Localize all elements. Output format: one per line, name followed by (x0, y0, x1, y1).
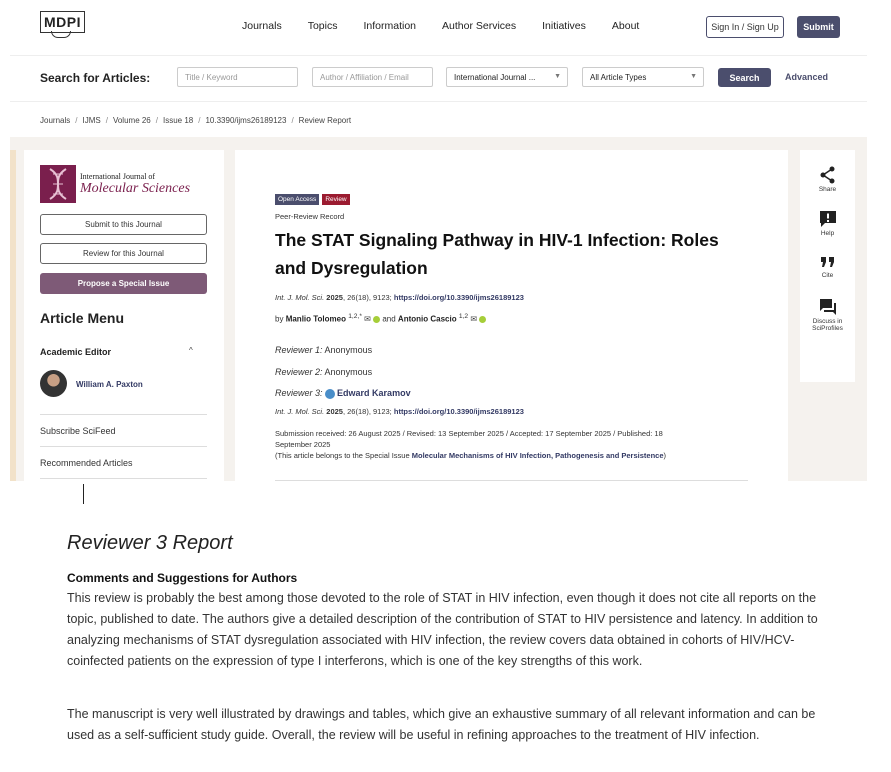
breadcrumb-separator: / (291, 116, 294, 125)
doi-link[interactable]: https://doi.org/10.3390/ijms26189123 (393, 407, 524, 416)
divider (40, 478, 207, 479)
by-label: by (275, 314, 284, 324)
left-sidebar (24, 150, 224, 481)
doi-link[interactable]: https://doi.org/10.3390/ijms26189123 (393, 293, 524, 302)
discuss-icon (819, 298, 837, 316)
advanced-search-link[interactable]: Advanced (785, 72, 829, 82)
and-label: and (382, 314, 396, 324)
article-panel (235, 150, 788, 481)
submit-button[interactable]: Submit (797, 16, 840, 38)
reviewer-2-label: Reviewer 2: (275, 367, 323, 377)
peer-review-record-label: Peer-Review Record (275, 212, 345, 221)
journal-title (80, 172, 190, 197)
reviewer-report-title: Reviewer 3 Report (67, 532, 233, 554)
journal-title-small: International Journal of (80, 171, 156, 181)
author-1[interactable]: Manlio Tolomeo (285, 314, 346, 324)
author-1-affiliation: 1,2,* (348, 313, 362, 320)
reviewer-2-value: Anonymous (324, 367, 373, 377)
citation-rest: , 26(18), 9123; (342, 293, 392, 302)
nav-about[interactable]: About (611, 20, 640, 32)
share-label: Share (818, 186, 837, 193)
mdpi-logo[interactable] (40, 11, 85, 33)
citation-line-2 (275, 407, 524, 416)
cite-button[interactable] (800, 254, 855, 279)
journal-title-big: Molecular Sciences (80, 180, 191, 196)
editor-avatar (40, 370, 67, 397)
review-for-journal-button[interactable]: Review for this Journal (40, 243, 207, 264)
breadcrumb-issue[interactable]: Issue 18 (163, 116, 194, 125)
reviewer-1-value: Anonymous (324, 345, 373, 355)
reviewer-3 (275, 388, 411, 399)
reviewer-2 (275, 367, 372, 377)
cite-label: Cite (821, 272, 834, 279)
author-2-affiliation: 1,2 (458, 313, 469, 320)
right-toolbar (800, 150, 855, 382)
help-label: Help (820, 230, 835, 237)
breadcrumb-separator: / (75, 116, 78, 125)
article-title: The STAT Signaling Pathway in HIV-1 Infection: Roles and Dysregulation (275, 230, 719, 278)
citation-line (275, 293, 524, 302)
divider (275, 480, 748, 481)
subscribe-scifeed-link[interactable]: Subscribe SciFeed (40, 426, 116, 436)
submission-dates (275, 428, 675, 461)
chevron-down-icon: ▼ (690, 73, 697, 80)
discuss-label: Discuss in SciProfiles (812, 318, 843, 332)
mdpi-logo-text: MDPI (40, 11, 85, 33)
search-bar (10, 56, 867, 102)
reviewer-1 (275, 345, 372, 355)
breadcrumb-separator: / (198, 116, 201, 125)
special-issue-link[interactable]: Molecular Mechanisms of HIV Infection, Pathogenesis and Persistence (411, 451, 664, 460)
citation-journal: Int. J. Mol. Sci. (275, 407, 325, 416)
author-input[interactable]: Author / Affiliation / Email (312, 67, 433, 87)
breadcrumb-volume[interactable]: Volume 26 (112, 116, 151, 125)
badges (275, 194, 350, 205)
breadcrumb-journals[interactable]: Journals (40, 116, 71, 125)
search-label: Search for Articles: (40, 71, 151, 85)
review-badge: Review (322, 194, 349, 205)
recommended-articles-link[interactable]: Recommended Articles (40, 458, 133, 468)
nav-topics[interactable]: Topics (307, 20, 338, 32)
nav-author-services[interactable]: Author Services (442, 20, 517, 32)
sign-in-button[interactable]: Sign In / Sign Up (706, 16, 784, 38)
journal-logo[interactable] (40, 165, 190, 203)
special-issue-prefix: (This article belongs to the Special Issue (275, 451, 410, 460)
search-button[interactable]: Search (718, 68, 771, 87)
citation-year: 2025 (326, 407, 343, 416)
submission-text: Submission received: 26 August 2025 / Revised: 13 September 2025 / Accepted: 17 September 2025 / Published: 18 September 2025 (275, 429, 663, 449)
text-cursor (83, 484, 84, 504)
journal-select[interactable] (446, 67, 568, 87)
authors-line (275, 313, 486, 324)
review-paragraph-2: The manuscript is very well illustrated by drawings and tables, which give an exhaustive summary of all relevant information and can be used as a self-sufficient study guide. Overall, the review will be useful in refining approaches to the treatment of HIV infection. (67, 707, 816, 742)
nav-journals[interactable]: Journals (242, 20, 282, 32)
orcid-icon[interactable] (373, 316, 380, 323)
title-keyword-input[interactable]: Title / Keyword (177, 67, 298, 87)
reviewer-3-label: Reviewer 3: (275, 388, 323, 398)
article-type-value: All Article Types (590, 73, 647, 82)
editor-name-link[interactable]: William A. Paxton (76, 380, 143, 389)
reviewer-1-label: Reviewer 1: (275, 345, 323, 355)
review-paragraph-1: This review is probably the best among those devoted to the role of STAT in HIV infection, even though it does not cite all reports on the topic, published to date. The authors give a detailed description of the contribution of STAT to HIV persistence and latency. In addition to analyzing mechanisms of STAT dysregulation associated with HIV infection, the review covers data obtained in cohorts of HIV/HCV-coinfected patients on the expression of type I interferons, which is one of the key strengths of this work. (67, 591, 818, 668)
top-header (10, 0, 867, 56)
orcid-icon[interactable] (479, 316, 486, 323)
breadcrumb-current: Review Report (298, 116, 352, 125)
propose-special-issue-button[interactable]: Propose a Special Issue (40, 273, 207, 294)
citation-year: 2025 (326, 293, 343, 302)
share-icon (820, 166, 836, 184)
nav-initiatives[interactable]: Initiatives (542, 20, 586, 32)
citation-journal: Int. J. Mol. Sci. (275, 293, 325, 302)
open-access-badge: Open Access (275, 194, 319, 205)
reviewer-3-value[interactable]: Edward Karamov (337, 388, 411, 398)
breadcrumb-separator: / (105, 116, 108, 125)
divider (40, 446, 207, 447)
journal-select-value: International Journal ... (454, 73, 536, 82)
email-icon[interactable]: ✉ (364, 314, 371, 324)
divider (40, 414, 207, 415)
submit-to-journal-button[interactable]: Submit to this Journal (40, 214, 207, 235)
article-menu-heading: Article Menu (40, 310, 125, 326)
breadcrumb-separator: / (155, 116, 158, 125)
citation-rest: , 26(18), 9123; (342, 407, 392, 416)
author-2[interactable]: Antonio Cascio (397, 314, 457, 324)
special-issue-suffix: ) (663, 451, 666, 460)
breadcrumb (40, 116, 351, 125)
breadcrumb-ijms[interactable]: IJMS (82, 116, 101, 125)
help-icon (819, 210, 837, 228)
nav-information[interactable]: Information (363, 20, 416, 32)
dna-logo-icon (40, 165, 76, 203)
left-accent (10, 150, 16, 481)
academic-editor-label[interactable]: Academic Editor (40, 347, 112, 357)
scilit-icon (325, 389, 335, 399)
share-button[interactable] (800, 166, 855, 193)
chevron-up-icon[interactable]: ^ (189, 346, 193, 355)
chevron-down-icon: ▼ (554, 73, 561, 80)
breadcrumb-doi[interactable]: 10.3390/ijms26189123 (205, 116, 287, 125)
email-icon[interactable]: ✉ (470, 314, 478, 324)
article-type-select[interactable] (582, 67, 704, 87)
help-button[interactable] (800, 210, 855, 237)
comments-heading: Comments and Suggestions for Authors (67, 571, 298, 585)
main-nav (242, 20, 665, 32)
quote-icon (820, 254, 836, 270)
discuss-button[interactable] (800, 298, 855, 332)
